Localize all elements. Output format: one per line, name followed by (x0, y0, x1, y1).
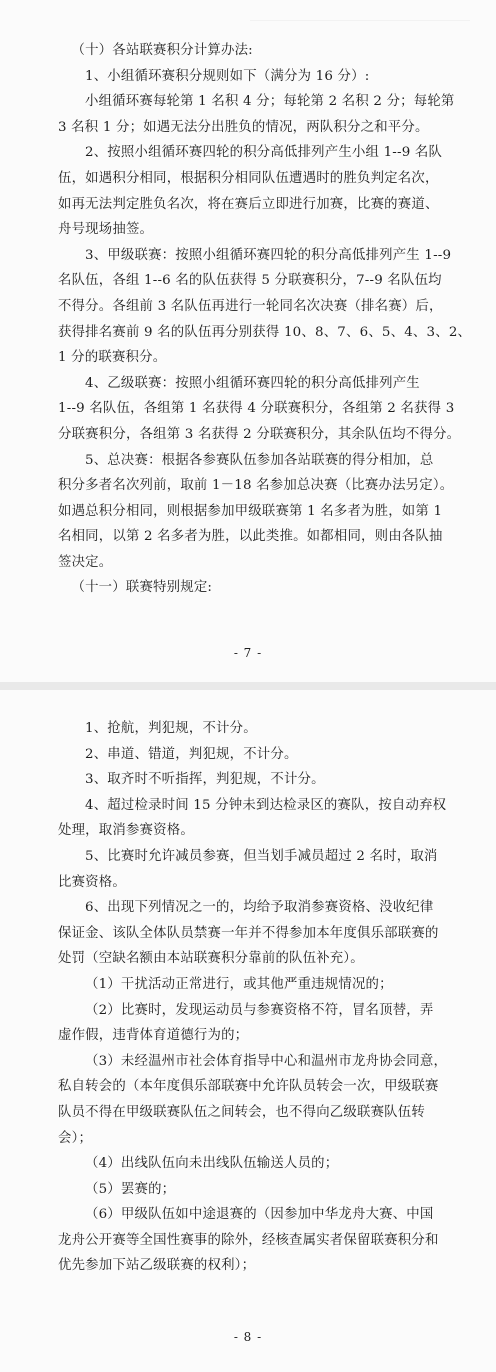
text-line: （5）罢赛的； (85, 1181, 176, 1197)
text-line: （2）比赛时，发现运动员与参赛资格不符，冒名顶替，弄 (85, 1002, 434, 1018)
text-line: 队员不得在甲级联赛队伍之间转会，也不得向乙级联赛队伍转 (58, 1104, 425, 1120)
text-line: 1、抢航，判犯规，不计分。 (85, 721, 257, 736)
text-line: 签决定。 (58, 554, 113, 570)
text-line: 私自转会的（本年度俱乐部联赛中允许队员转会一次，甲级联赛 (58, 1079, 439, 1095)
text-line: 6、出现下列情况之一的，均给予取消参赛资格、没收纪律 (85, 900, 434, 916)
text-line: 积分多者名次列前，取前 1－18 名参加总决赛（比赛办法另定）。 (58, 478, 454, 494)
text-line: （4）出线队伍向未出线队伍输送人员的； (85, 1156, 339, 1172)
text-line: 舟号现场抽签。 (58, 222, 154, 238)
text-line: 5、总决赛：根据各参赛队伍参加各站联赛的得分相加，总 (85, 452, 434, 468)
page-7-body (58, 38, 474, 601)
text-line: 5、比赛时允许减员参赛，但当划手减员超过 2 名时，取消 (85, 848, 438, 864)
text-line: 3、甲级联赛：按照小组循环赛四轮的积分高低排列产生 1--9 (85, 247, 452, 263)
text-line: 3、取齐时不听指挥，判犯规，不计分。 (85, 772, 325, 788)
text-line: 2、串道、错道，判犯规，不计分。 (85, 746, 298, 762)
text-line: 4、超过检录时间 15 分钟未到达检录区的赛队，按自动弃权 (85, 797, 447, 813)
text-line: 名队伍，各组 1--6 名的队伍获得 5 分联赛积分，7--9 名队伍均 (58, 273, 442, 289)
text-line: 1、小组循环赛积分规则如下（满分为 16 分）: (85, 68, 370, 84)
text-line: 保证金、该队全体队员禁赛一年并不得参加本年度俱乐部联赛的 (58, 925, 439, 941)
text-line: （6）甲级队伍如中途退赛的（因参加中华龙舟大赛、中国 (85, 1207, 434, 1223)
text-line: 1 分的联赛积分。 (58, 350, 167, 366)
text-line: 2、按照小组循环赛四轮的积分高低排列产生小组 1--9 名队 (85, 145, 443, 161)
text-line: （十一）联赛特别规定: (71, 580, 213, 596)
text-line: 1--9 名队伍，各组第 1 名获得 4 分联赛积分，各组第 2 名获得 3 (58, 401, 455, 417)
document-page-8 (0, 690, 496, 1372)
text-line: 优先参加下站乙级联赛的权利）； (58, 1258, 256, 1274)
text-line: （1）干扰活动正常进行，或其他严重违规情况的； (85, 976, 393, 992)
text-line: 如遇总积分相同，则根据参加甲级联赛第 1 名多者为胜，如第 1 (58, 503, 443, 519)
text-line: 会）； (58, 1130, 93, 1146)
text-line: 4、乙级联赛：按照小组循环赛四轮的积分高低排列产生 (85, 375, 420, 391)
page-number: - 8 - (233, 1330, 263, 1344)
text-line: 处罚（空缺名额由本站联赛积分靠前的队伍补充）。 (58, 951, 364, 967)
text-line: 龙舟公开赛等全国性赛事的除外，经核查属实者保留联赛积分和 (58, 1232, 439, 1248)
text-line: 获得排名赛前 9 名的队伍再分别获得 10、8、7、6、5、4、3、2、 (58, 324, 472, 340)
text-line: 小组循环赛每轮第 1 名积 4 分；每轮第 2 名积 2 分；每轮第 (85, 94, 455, 110)
text-line: 名相同，以第 2 名多者为胜，以此类推。如都相同，则由各队抽 (58, 529, 443, 545)
text-line: 如再无法判定胜负名次，将在赛后立即进行加赛，比赛的赛道、 (58, 196, 439, 212)
text-line: 处理，取消参赛资格。 (58, 823, 194, 839)
text-line: 比赛资格。 (58, 874, 126, 890)
text-line: 3 名积 1 分；如遇无法分出胜负的情况，两队积分之和平分。 (58, 119, 429, 135)
text-line: （3）未经温州市社会体育指导中心和温州市龙舟协会同意， (85, 1053, 448, 1069)
text-line: 虚作假，违背体育道德行为的； (58, 1028, 249, 1044)
text-line: 不得分。各组前 3 名队伍再进行一轮同名次决赛（排名赛）后， (58, 298, 443, 314)
text-line: （十）各站联赛积分计算办法: (71, 43, 253, 58)
page-number: - 7 - (233, 646, 263, 660)
document-page-7 (0, 0, 496, 682)
text-line: 分联赛积分，各组第 3 名获得 2 分联赛积分，其余队伍均不得分。 (58, 426, 461, 442)
text-line: 伍，如遇积分相同，根据积分相同队伍遭遇时的胜负判定名次， (58, 170, 439, 186)
page-8-body (58, 716, 474, 1279)
